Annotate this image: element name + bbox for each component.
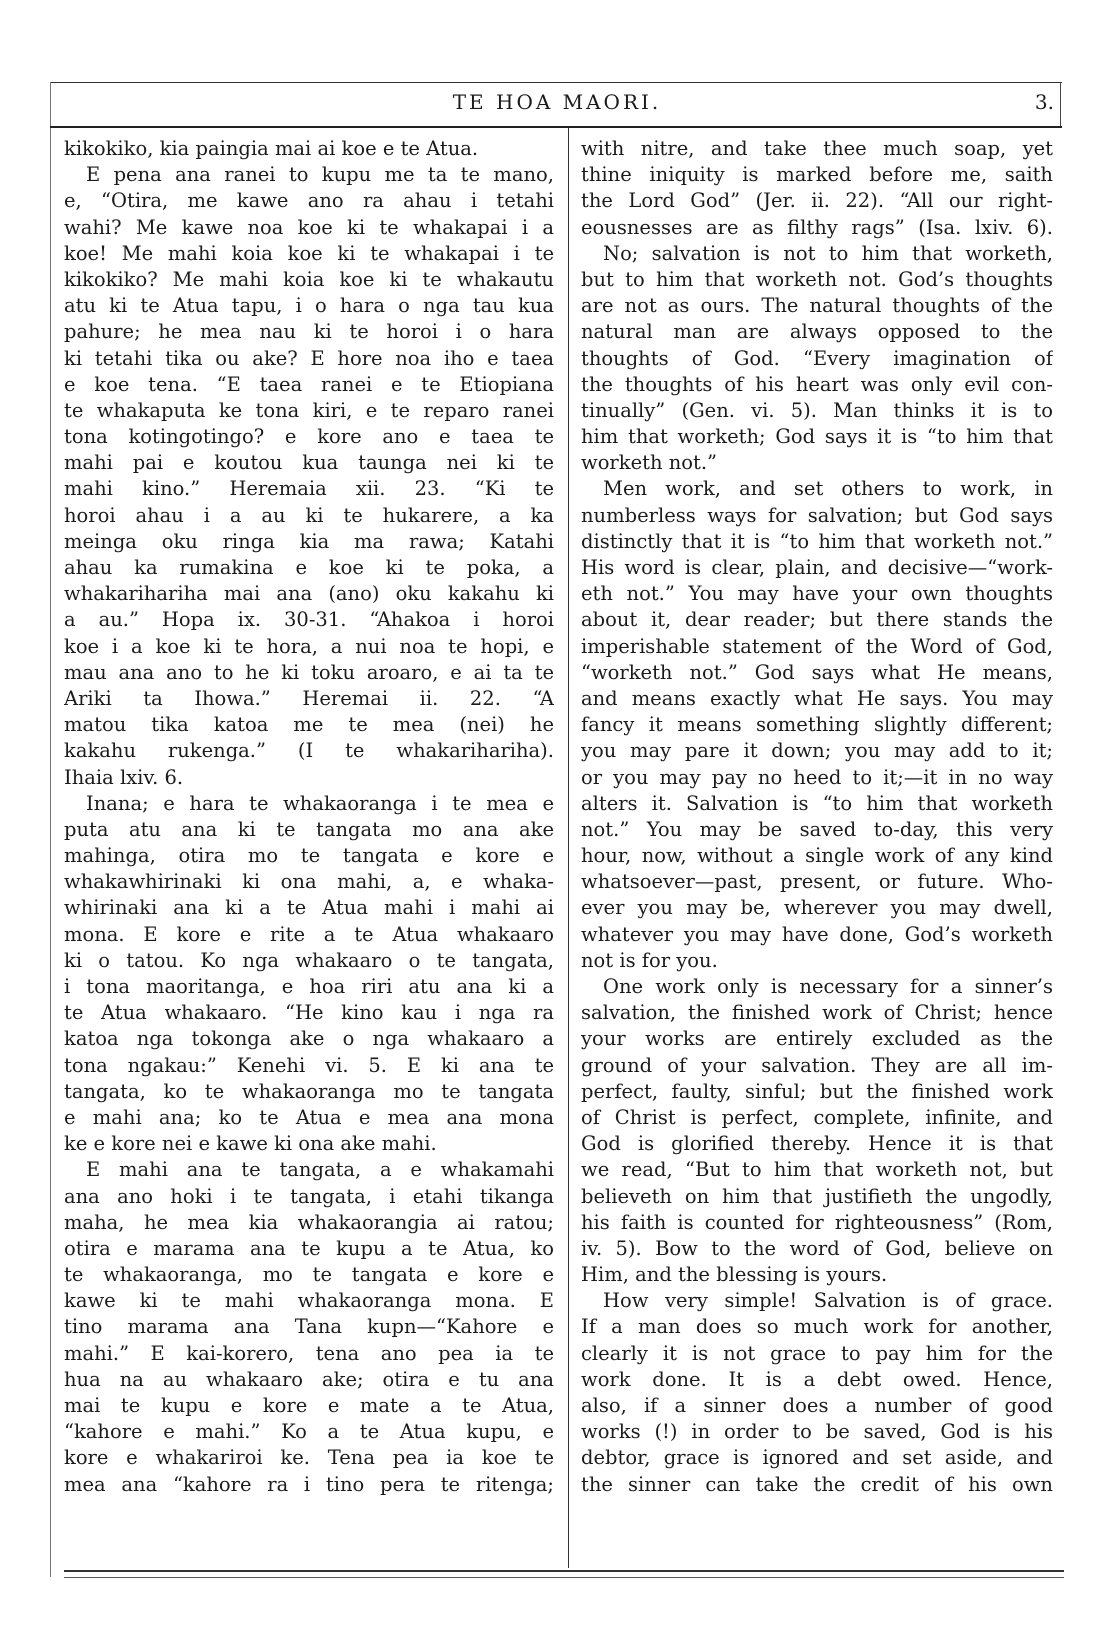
text-line: but to him that worketh not. God’s thoughts — [581, 267, 1053, 291]
text-line: koe i a koe ki te hora, a nui noa te hopi, e — [64, 634, 554, 658]
text-line: or you may pay no heed to it;—it in no way — [581, 765, 1053, 789]
text-line: mea ana “kahore ra i tino pera te ritenga; — [64, 1472, 554, 1496]
text-line: hua na au whakaaro ake; otira e tu ana — [64, 1367, 554, 1391]
text-line: te whakaputa ke tona kiri, e te reparo ranei — [64, 398, 554, 422]
text-line: Inana; e hara te whakaoranga i te mea e — [86, 791, 554, 815]
text-line: worketh not.” — [581, 451, 718, 475]
text-line: we read, “But to him that worketh not, but — [581, 1158, 1053, 1182]
text-line: atu ki te Atua tapu, i o hara o nga tau kua — [64, 294, 554, 318]
text-line: tino marama ana Tana kupn—“Kahore e — [64, 1315, 554, 1339]
text-line: meinga oku ringa kia ma rawa; Katahi — [64, 529, 554, 553]
bottom-rule-thin — [64, 1577, 1064, 1578]
text-line: the thoughts of his heart was only evil con- — [581, 372, 1053, 396]
right-column — [581, 136, 1053, 1498]
text-line: whakawhirinaki ki ona mahi, a, e whaka- — [64, 870, 554, 894]
text-line: ground of your salvation. They are all im- — [581, 1053, 1053, 1077]
text-line: not.” You may be saved to-day, this very — [581, 817, 1053, 841]
text-line: ki o tatou. Ko nga whakaaro o te tangata, — [64, 948, 554, 972]
text-line: debtor, grace is ignored and set aside, and — [581, 1446, 1053, 1470]
text-line: wahi? Me kawe noa koe ki te whakapai i a — [64, 215, 554, 239]
text-line: Men work, and set others to work, in — [603, 477, 1053, 501]
text-line: Him, and the blessing is yours. — [581, 1263, 888, 1287]
text-line: whakarihariha mai ana (ano) oku kakahu ki — [64, 582, 554, 606]
text-line: mai te kupu e kore e mate a te Atua, — [64, 1394, 554, 1417]
text-line: whirinaki ana ki a te Atua mahi i mahi ai — [64, 896, 554, 920]
text-line: ever you may be, wherever you may dwell, — [581, 896, 1053, 920]
text-line: with nitre, and take thee much soap, yet — [581, 137, 1053, 160]
text-line: ahau ka rumakina e koe ki te poka, a — [64, 556, 554, 579]
text-line: perfect, faulty, sinful; but the finished work — [581, 1079, 1053, 1103]
bottom-rule — [64, 1570, 1064, 1572]
text-line: pahure; he mea nau ki te horoi i o hara — [64, 320, 554, 344]
page-title: TE HOA MAORI. — [452, 90, 662, 114]
text-line: otira e marama ana te kupu a te Atua, ko — [64, 1236, 554, 1260]
page-number: 3. — [1034, 90, 1054, 114]
text-line: salvation, the finished work of Christ; hence — [581, 1001, 1053, 1025]
text-line: katoa nga tokonga ake o nga whakaaro a — [64, 1027, 554, 1051]
top-rule — [50, 82, 1062, 83]
text-line: and means exactly what He says. You may — [581, 686, 1053, 710]
text-line: iv. 5). Bow to the word of God, believe on — [581, 1236, 1053, 1260]
text-line: maha, he mea kia whakaorangia ai ratou; — [64, 1210, 554, 1234]
text-line: te Atua whakaaro. “He kino kau i nga ra — [64, 1001, 554, 1025]
text-line: “kahore e mahi.” Ko a te Atua kupu, e — [64, 1420, 554, 1444]
text-line: tinually” (Gen. vi. 5). Man thinks it is to — [581, 398, 1053, 422]
text-line: mahinga, otira mo te tangata e kore e — [64, 844, 554, 868]
text-line: matou tika katoa me te mea (nei) he — [64, 713, 554, 737]
text-line: whatever you may have done, God’s worketh — [581, 922, 1053, 946]
text-line: the Lord God” (Jer. ii. 22). “All our right- — [581, 189, 1053, 213]
text-line: horoi ahau i a au ki te hukarere, a ka — [64, 503, 554, 527]
text-line: mahi.” E kai-korero, tena ano pea ia te — [64, 1341, 554, 1365]
text-line: his faith is counted for righteousness” (Rom, — [581, 1210, 1053, 1234]
text-line: works (!) in order to be saved, God is his — [581, 1420, 1053, 1444]
text-line: him that worketh; God says it is “to him that — [581, 425, 1053, 449]
text-line: E pena ana ranei to kupu me ta te mano, — [86, 163, 554, 187]
text-line: fancy it means something slightly different; — [581, 713, 1053, 737]
text-line: you may pare it down; you may add to it; — [581, 739, 1053, 763]
text-line: natural man are always opposed to the — [581, 320, 1053, 344]
text-line: alters it. Salvation is “to him that worketh — [581, 791, 1053, 815]
text-line: e, “Otira, me kawe ano ra ahau i tetahi — [64, 189, 554, 213]
text-line: numberless ways for salvation; but God says — [581, 503, 1053, 527]
header-rule — [50, 126, 1062, 128]
text-line: clearly it is not grace to pay him for the — [581, 1341, 1053, 1365]
text-line: Ariki ta Ihowa.” Heremai ii. 22. “A — [64, 686, 554, 710]
text-line: ana ano hoki i te tangata, i etahi tikanga — [64, 1184, 554, 1208]
text-line: work done. It is a debt owed. Hence, — [581, 1367, 1053, 1391]
text-line: His word is clear, plain, and decisive—“work- — [581, 556, 1053, 579]
text-line: mahi kino.” Heremaia xii. 23. “Ki te — [64, 477, 554, 501]
text-line: the sinner can take the credit of his own — [581, 1472, 1053, 1496]
text-line: tangata, ko te whakaoranga mo te tangata — [64, 1079, 554, 1103]
text-line: about it, dear reader; but there stands the — [581, 608, 1053, 632]
column-separator — [568, 128, 569, 1568]
left-border-rule — [50, 82, 51, 1577]
text-line: eth not.” You may have your own thoughts — [581, 582, 1053, 606]
text-line: i tona maoritanga, e hoa riri atu ana ki a — [64, 975, 554, 998]
text-line: distinctly that it is “to him that worketh not.” — [581, 529, 1053, 553]
text-line: also, if a sinner does a number of good — [581, 1394, 1053, 1417]
text-line: kikokiko, kia paingia mai ai koe e te Atua. — [64, 137, 479, 160]
text-line: a au.” Hopa ix. 30-31. “Ahakoa i horoi — [64, 608, 554, 632]
text-line: mau ana ano to he ki toku aroaro, e ai ta te — [64, 660, 554, 684]
text-line: thine iniquity is marked before me, saith — [581, 163, 1053, 187]
text-line: kore e whakariroi ke. Tena pea ia koe te — [64, 1446, 554, 1470]
text-line: ki tetahi tika ou ake? E hore noa iho e taea — [64, 346, 554, 370]
text-line: te whakaoranga, mo te tangata e kore e — [64, 1263, 554, 1287]
text-line: are not as ours. The natural thoughts of the — [581, 294, 1053, 318]
text-line: kakahu rukenga.” (I te whakarihariha). — [64, 739, 554, 763]
text-line: How very simple! Salvation is of grace. — [603, 1289, 1053, 1313]
text-line: e mahi ana; ko te Atua e mea ana mona — [64, 1105, 554, 1129]
text-line: kikokiko? Me mahi koia koe ki te whakautu — [64, 267, 554, 291]
text-line: whatsoever—past, present, or future. Who- — [581, 870, 1053, 894]
text-line: E mahi ana te tangata, a e whakamahi — [86, 1158, 554, 1182]
text-line: eousnesses are as filthy rags” (Isa. lxiv. 6). — [581, 215, 1053, 239]
text-line: puta atu ana ki te tangata mo ana ake — [64, 817, 554, 841]
text-line: of Christ is perfect, complete, infinite, and — [581, 1105, 1053, 1129]
text-line: believeth on him that justifieth the ungodly, — [581, 1184, 1053, 1208]
left-column — [64, 136, 554, 1498]
text-line: If a man does so much work for another, — [581, 1315, 1053, 1339]
text-line: tona kotingotingo? e kore ano e taea te — [64, 425, 554, 449]
text-line: mahi pai e koutou kua taunga nei ki te — [64, 451, 554, 475]
text-line: kawe ki te mahi whakaoranga mona. E — [64, 1289, 554, 1313]
text-line: ke e kore nei e kawe ki ona ake mahi. — [64, 1132, 437, 1156]
text-line: tona ngakau:” Kenehi vi. 5. E ki ana te — [64, 1053, 554, 1077]
text-line: your works are entirely excluded as the — [581, 1027, 1053, 1051]
text-line: God is glorified thereby. Hence it is that — [581, 1132, 1053, 1156]
text-line: “worketh not.” God says what He means, — [581, 660, 1053, 684]
text-line: One work only is necessary for a sinner’s — [603, 975, 1053, 998]
text-line: not is for you. — [581, 948, 718, 972]
text-line: No; salvation is not to him that worketh, — [603, 241, 1053, 265]
text-line: thoughts of God. “Every imagination of — [581, 346, 1053, 370]
text-line: e koe tena. “E taea ranei e te Etiopiana — [64, 372, 554, 396]
text-line: koe! Me mahi koia koe ki te whakapai i te — [64, 241, 554, 265]
text-line: mona. E kore e rite a te Atua whakaaro — [64, 922, 554, 946]
text-line: Ihaia lxiv. 6. — [64, 765, 184, 789]
text-line: hour, now, without a single work of any kind — [581, 844, 1053, 868]
text-line: imperishable statement of the Word of God, — [581, 634, 1053, 658]
